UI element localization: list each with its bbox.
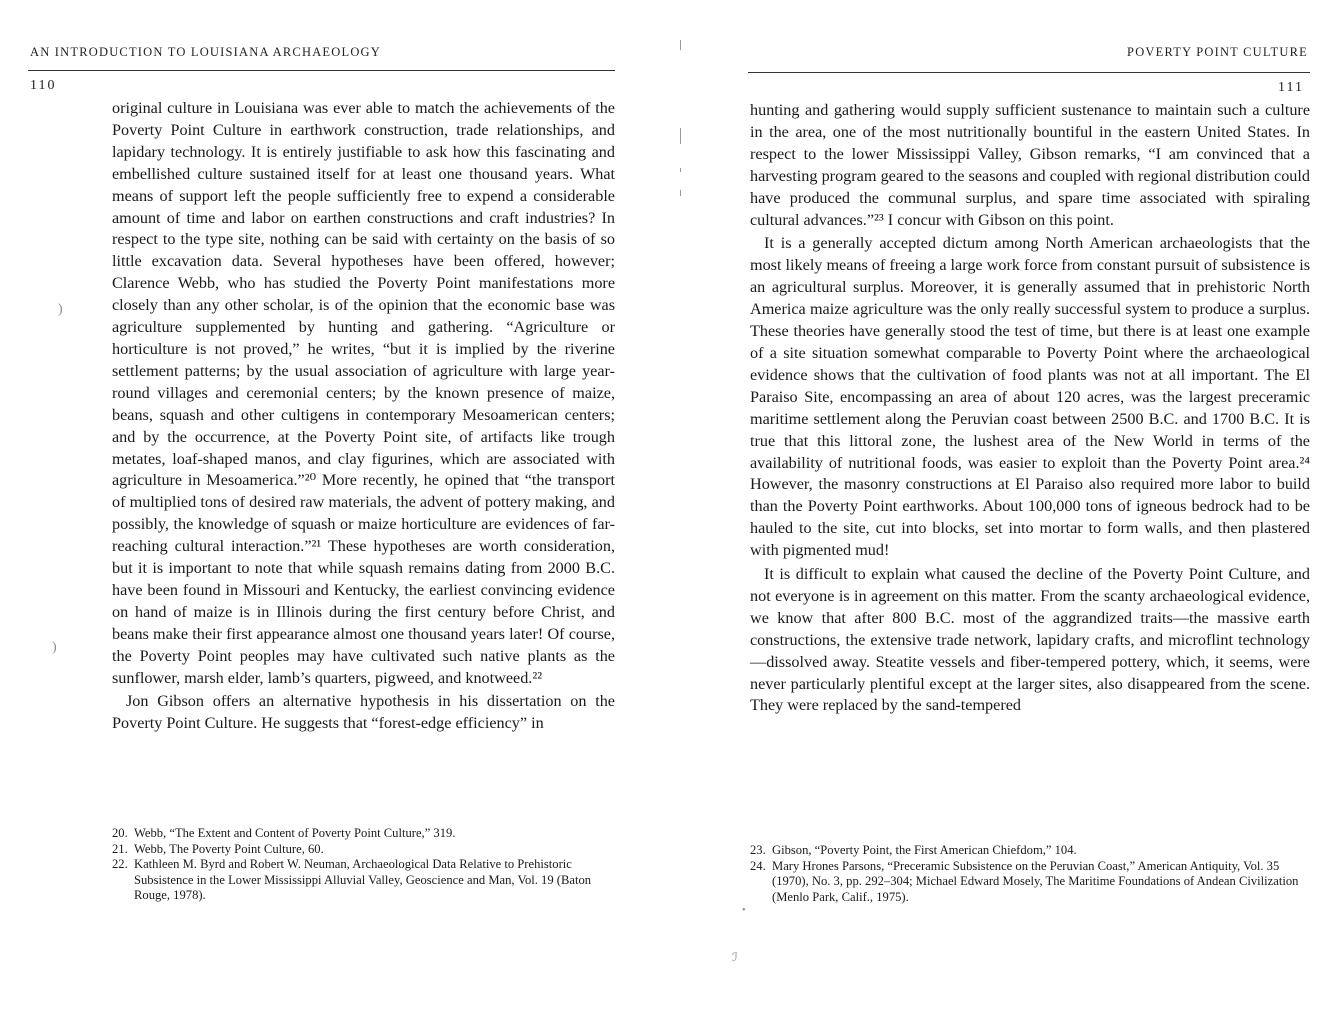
footnote-number: 20. <box>112 826 128 840</box>
page-number: 111 <box>1278 80 1304 95</box>
margin-mark: ) <box>52 640 57 655</box>
header-rule <box>748 72 1310 73</box>
body-text <box>750 100 1310 717</box>
header-rule <box>28 70 615 71</box>
paragraph: It is difficult to explain what caused the decline of the Poverty Point Culture, and not everyone is in agreement on this matter. From the scanty archaeological evidence, we know that after 800 B.C. most of the aggrandized traits—the massive earth constructions, the extensive trade network, lapidary crafts, and microflint technology—dissolved away. Steatite vessels and fiber-tempered pottery, which, it seems, were never particularly plentiful except at the larger sites, also disappeared from the scene. They were replaced by the sand-tempered <box>750 565 1310 715</box>
margin-mark: ℐ <box>732 950 738 964</box>
footnote-text: Gibson, “Poverty Point, the First American Chiefdom,” 104. <box>772 843 1077 857</box>
footnote-text: Mary Hrones Parsons, “Preceramic Subsistence on the Peruvian Coast,” American Antiquity, Vol. 35 (1970), No. 3, pp. 292–304; Michael Edward Mosely, The Maritime Foundations of Andean Civilization (Menlo Park, Calif., 1975). <box>772 858 1299 904</box>
footnote <box>112 842 617 858</box>
footnote-number: 23. <box>750 843 766 857</box>
margin-mark: • <box>742 905 746 916</box>
footnote-text: Webb, The Poverty Point Culture, 60. <box>134 841 324 856</box>
running-head: POVERTY POINT CULTURE <box>1127 45 1308 59</box>
paragraph: hunting and gathering would supply sufficient sustenance to maintain such a culture in the area, one of the most nutritionally bountiful in the eastern United States. In respect to the lower Mississippi Valley, Gibson remarks, “I am convinced that a harvesting program geared to the seasons and coupled with regional distribution could have produced the communal surplus, and spare time associated with spiraling cultural advances.”²³ I concur with Gibson on this point. <box>750 101 1310 229</box>
page-number: 110 <box>30 78 57 93</box>
footnote <box>112 857 617 904</box>
footnote-text: Kathleen M. Byrd and Robert W. Neuman, Archaeological Data Relative to Prehistoric Subsistence in the Lower Mississippi Alluvial Valley, Geoscience and Man, Vol. 19 (Baton Rouge, 1978). <box>134 857 592 902</box>
margin-mark: ) <box>58 302 63 317</box>
footnote-number: 22. <box>112 857 128 871</box>
paragraph: original culture in Louisiana was ever able to match the achievements of the Poverty Point Culture in earthwork construction, trade relationships, and lapidary technology. It is entirely justifiable to ask how this fascinating and embellished culture sustained itself for at least one thousand years. What means of support left the people sufficiently free to expend a considerable amount of time and labor on earthen constructions and craft industries? In respect to the type site, nothing can be said with certainty on the basis of so little excavation data. Several hypotheses have been offered, however; Clarence Webb, who has studied the Poverty Point manifestations more closely than any other scholar, is of the opinion that the economic base was agriculture supplemented by hunting and gathering. “Agriculture or horticulture is not proved,” he writes, “but it is implied by the riverine settlement patterns; by the usual association of agriculture with large year-round villages and ceremonial centers; by the known presence of maize, beans, squash and other cultigens in contemporary Mesoamerican centers; and by the occurrence, at the Poverty Point site, of artifacts like trough metates, loaf-shaped manos, and clay figurines, which are associated with agriculture in Mesoamerica.”²⁰ More recently, he opined that “the transport of multiplied tons of desired raw materials, the advent of pottery making, and possibly, the knowledge of squash or maize horticulture are evidences of far-reaching cultural interaction.”²¹ These hypotheses are worth consideration, but it is important to note that while squash remains dating from 2000 B.C. have been found in Missouri and Kentucky, the earliest convincing evidence on hand of maize is in Illinois during the first century before Christ, and beans make their first appearance almost one thousand years later! Of course, the Poverty Point peoples may have cultivated such native plants as the sunflower, marsh elder, lamb’s quarters, pigweed, and knotweed.²² <box>112 99 615 687</box>
footnotes <box>112 826 617 904</box>
paragraph: It is a generally accepted dictum among North American archaeologists that the most likely means of freeing a large work force from constant pursuit of subsistence is an agricultural surplus. Moreover, it is generally assumed that in prehistoric North America maize agriculture was the only really successful system to produce a surplus. These theories have generally stood the test of time, but there is at least one example of a site situation somewhat comparable to Poverty Point where the archaeological evidence shows that the cultivation of food plants was not at all important. The El Paraiso Site, encompassing an area of about 120 acres, was the largest preceramic maritime settlement along the Peruvian coast between 2500 B.C. and 1700 B.C. It is true that this littoral zone, the lushest area of the New World in terms of the availability of nutritional foods, was easier to exploit than the Poverty Point area.²⁴ However, the masonry constructions at El Paraiso also required more labor to build than the Poverty Point earthworks. About 100,000 tons of igneous bedrock had to be hauled to the site, cut into blocks, set into mortar to form walls, and then plastered with pigmented mud! <box>750 234 1310 560</box>
footnote-text: Webb, “The Extent and Content of Poverty Point Culture,” 319. <box>134 826 456 840</box>
footnote <box>112 826 617 842</box>
right-page <box>660 0 1320 1020</box>
footnote <box>750 843 1310 859</box>
running-head: AN INTRODUCTION TO LOUISIANA ARCHAEOLOGY <box>30 45 382 59</box>
footnotes <box>750 843 1310 905</box>
footnote-number: 21. <box>112 841 128 856</box>
footnote-number: 24. <box>750 858 766 873</box>
paragraph: Jon Gibson offers an alternative hypothesis in his dissertation on the Poverty Point Culture. He suggests that “forest-edge efficiency” in <box>112 692 615 733</box>
body-text <box>112 98 615 735</box>
footnote <box>750 859 1310 906</box>
